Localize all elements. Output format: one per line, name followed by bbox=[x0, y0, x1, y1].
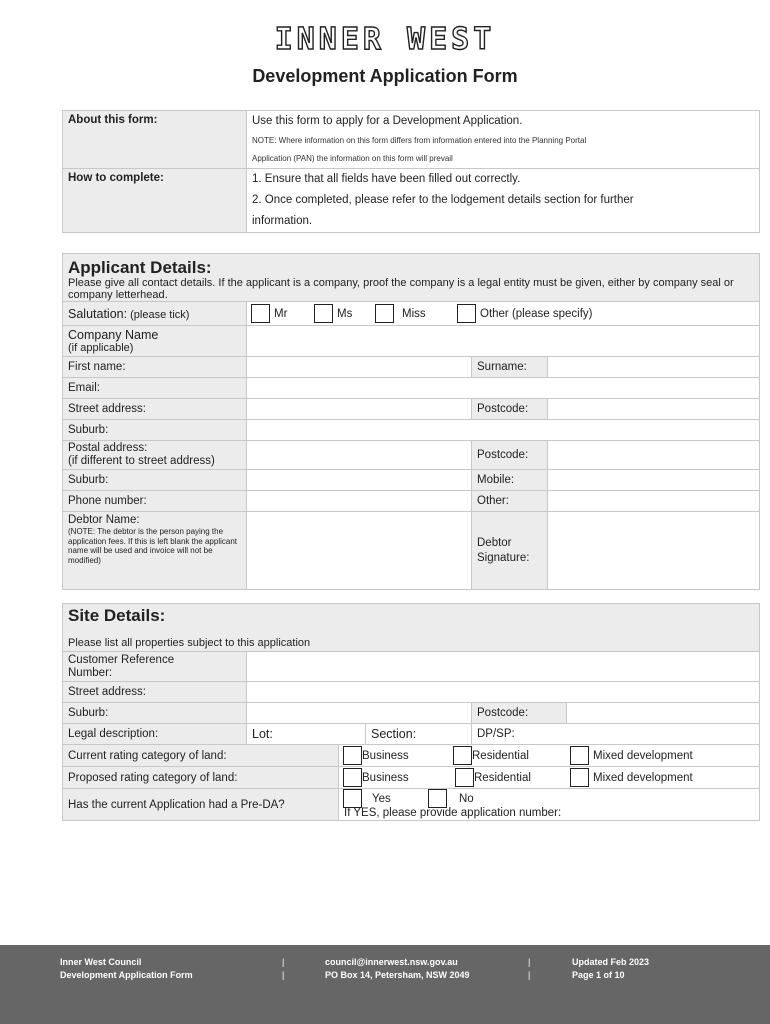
applicant-heading: Applicant Details: bbox=[68, 257, 212, 277]
site-street-field[interactable] bbox=[247, 682, 760, 703]
about-line: Use this form to apply for a Development Application. bbox=[252, 115, 523, 127]
first-name-field[interactable] bbox=[247, 357, 472, 378]
proposed-residential-checkbox[interactable] bbox=[455, 768, 474, 787]
council-logo bbox=[0, 22, 770, 57]
postcode-field[interactable] bbox=[548, 399, 760, 420]
footer-po-box: PO Box 14, Petersham, NSW 2049 bbox=[325, 970, 470, 980]
site-heading: Site Details: bbox=[68, 606, 166, 625]
postal-suburb-label: Suburb: bbox=[63, 470, 247, 491]
company-label: Company Name (if applicable) bbox=[63, 326, 247, 357]
footer-email[interactable]: council@innerwest.nsw.gov.au bbox=[325, 957, 458, 967]
about-label: About this form: bbox=[63, 111, 247, 169]
mobile-label: Mobile: bbox=[472, 470, 548, 491]
email-field[interactable] bbox=[247, 378, 760, 399]
phone-field[interactable] bbox=[247, 491, 472, 512]
customer-ref-label: Customer Reference Number: bbox=[63, 652, 247, 682]
current-mixed-checkbox[interactable] bbox=[570, 746, 589, 765]
first-name-label: First name: bbox=[63, 357, 247, 378]
postal-address-field[interactable] bbox=[247, 441, 472, 470]
how-cell bbox=[247, 169, 760, 233]
street-address-field[interactable] bbox=[247, 399, 472, 420]
miss-checkbox[interactable] bbox=[375, 304, 394, 323]
salutation-options bbox=[247, 302, 760, 326]
preda-no-label: No bbox=[459, 792, 474, 805]
proposed-mixed-checkbox[interactable] bbox=[570, 768, 589, 787]
preda-no-checkbox[interactable] bbox=[428, 789, 447, 808]
email-label: Email: bbox=[63, 378, 247, 399]
mr-checkbox[interactable] bbox=[251, 304, 270, 323]
lot-label: Lot: bbox=[252, 727, 273, 741]
current-residential-label: Residential bbox=[472, 749, 529, 762]
site-postcode-label: Postcode: bbox=[472, 703, 567, 724]
dpsp-label: DP/SP: bbox=[477, 728, 515, 740]
site-suburb-field[interactable] bbox=[247, 703, 472, 724]
how-label: How to complete: bbox=[63, 169, 247, 233]
site-details-table bbox=[62, 603, 760, 821]
customer-ref-field[interactable] bbox=[247, 652, 760, 682]
how-step-2b: information. bbox=[252, 215, 313, 227]
current-business-checkbox[interactable] bbox=[343, 746, 362, 765]
site-header bbox=[63, 604, 760, 652]
site-description: Please list all properties subject to this application bbox=[68, 637, 311, 649]
miss-label: Miss bbox=[402, 307, 426, 320]
lot-field[interactable] bbox=[247, 724, 366, 745]
debtor-name-label: Debtor Name: (NOTE: The debtor is the person paying the application fees. If this is left blank the applicant name will be used and invoice will not be modified) bbox=[63, 512, 247, 590]
salutation-label: Salutation: (please tick) bbox=[63, 302, 247, 326]
about-note-1: NOTE: Where information on this form differs from information entered into the Planning Portal bbox=[252, 136, 587, 145]
footer-separator-2: | | bbox=[528, 957, 531, 980]
proposed-mixed-label: Mixed development bbox=[593, 771, 693, 784]
postal-address-label: Postal address: (if different to street address) bbox=[63, 441, 247, 470]
current-mixed-label: Mixed development bbox=[593, 749, 693, 762]
about-note-2: Application (PAN) the information on this form will prevail bbox=[252, 154, 453, 163]
debtor-name-field[interactable] bbox=[247, 512, 472, 590]
other-phone-field[interactable] bbox=[548, 491, 760, 512]
applicant-header bbox=[63, 254, 760, 302]
current-business-label: Business bbox=[362, 749, 409, 762]
dpsp-field[interactable] bbox=[472, 724, 760, 745]
postal-postcode-label: Postcode: bbox=[472, 441, 548, 470]
postcode-label: Postcode: bbox=[472, 399, 548, 420]
proposed-business-checkbox[interactable] bbox=[343, 768, 362, 787]
section-field[interactable] bbox=[366, 724, 472, 745]
footer-contact bbox=[325, 956, 470, 982]
ms-checkbox[interactable] bbox=[314, 304, 333, 323]
preda-followup: If YES, please provide application number: bbox=[344, 806, 562, 819]
site-postcode-field[interactable] bbox=[567, 703, 760, 724]
proposed-rating-options bbox=[339, 767, 760, 789]
footer-page: Page 1 of 10 bbox=[572, 970, 625, 980]
proposed-residential-label: Residential bbox=[474, 771, 531, 784]
other-phone-label: Other: bbox=[472, 491, 548, 512]
postal-suburb-field[interactable] bbox=[247, 470, 472, 491]
other-label: Other (please specify) bbox=[480, 307, 593, 320]
footer-council: Inner West Council Development Application Form bbox=[60, 957, 193, 980]
intro-table bbox=[62, 110, 760, 233]
current-rating-label: Current rating category of land: bbox=[63, 745, 339, 767]
company-name-field[interactable] bbox=[247, 326, 760, 357]
preda-yes-label: Yes bbox=[372, 792, 391, 805]
preda-question: Has the current Application had a Pre-DA? bbox=[63, 789, 339, 821]
other-checkbox[interactable] bbox=[457, 304, 476, 323]
phone-label: Phone number: bbox=[63, 491, 247, 512]
section-label: Section: bbox=[371, 727, 417, 741]
about-cell bbox=[247, 111, 760, 169]
footer-updated: Updated Feb 2023 bbox=[572, 957, 650, 967]
page-footer bbox=[0, 945, 770, 1024]
suburb-field[interactable] bbox=[247, 420, 760, 441]
current-residential-checkbox[interactable] bbox=[453, 746, 472, 765]
surname-label: Surname: bbox=[472, 357, 548, 378]
current-rating-options bbox=[339, 745, 760, 767]
debtor-signature-label: Debtor Signature: bbox=[472, 512, 548, 590]
mr-label: Mr bbox=[274, 307, 288, 320]
surname-field[interactable] bbox=[548, 357, 760, 378]
form-title: Development Application Form bbox=[252, 66, 518, 86]
postal-postcode-field[interactable] bbox=[548, 441, 760, 470]
street-address-label: Street address: bbox=[63, 399, 247, 420]
legal-description-label: Legal description: bbox=[63, 724, 247, 745]
site-street-label: Street address: bbox=[63, 682, 247, 703]
logo-wordmark: INNER WEST bbox=[274, 22, 496, 57]
site-suburb-label: Suburb: bbox=[63, 703, 247, 724]
applicant-description: Please give all contact details. If the applicant is a company, proof the company is a legal entity must be given, either by company seal or company letterhead. bbox=[68, 276, 734, 301]
footer-separator-1: | | bbox=[282, 957, 285, 980]
mobile-field[interactable] bbox=[548, 470, 760, 491]
proposed-rating-label: Proposed rating category of land: bbox=[63, 767, 339, 789]
debtor-signature-field[interactable] bbox=[548, 512, 760, 590]
preda-yes-checkbox[interactable] bbox=[343, 789, 362, 808]
suburb-label: Suburb: bbox=[63, 420, 247, 441]
proposed-business-label: Business bbox=[362, 771, 409, 784]
debtor-note: (NOTE: The debtor is the person paying the application fees. If this is left blank the applicant name will be used and invoice will not be modified) bbox=[68, 527, 237, 565]
applicant-details-table bbox=[62, 253, 760, 590]
how-step-2a: 2. Once completed, please refer to the lodgement details section for further bbox=[252, 194, 634, 206]
preda-options bbox=[339, 789, 760, 821]
footer-meta bbox=[572, 956, 649, 982]
ms-label: Ms bbox=[337, 307, 353, 320]
how-step-1: 1. Ensure that all fields have been filled out correctly. bbox=[252, 173, 521, 185]
